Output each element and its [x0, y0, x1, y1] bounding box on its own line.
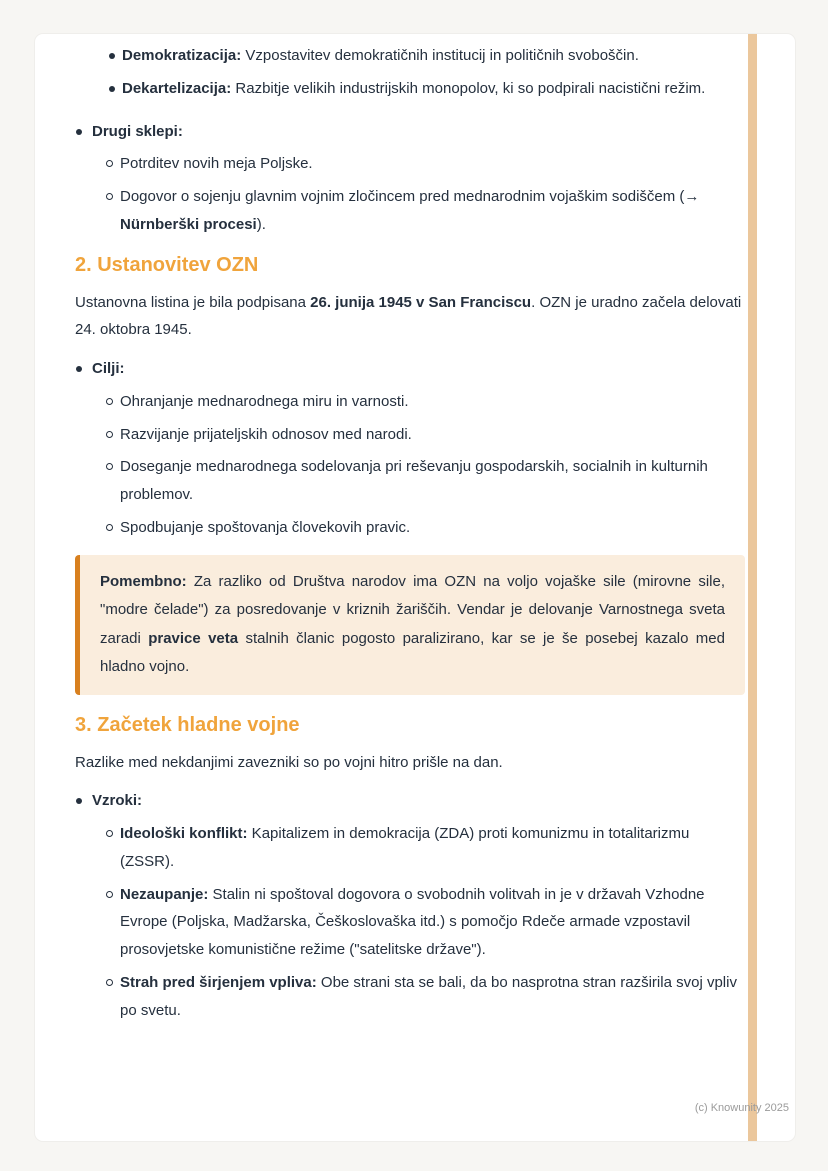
- list-item: [108, 75, 745, 103]
- callout-body: Za razliko od Društva narodov ima OZN na voljo vojaške sile (mirovne sile, "modre čelade") za posredovanje v kriznih žariščih. Vendar je delovanje Varnostnega sveta zaradi: [100, 572, 725, 647]
- document-content: [35, 34, 795, 1047]
- list-item: [106, 820, 745, 876]
- term-label: Strah pred širjenjem vpliva:: [120, 973, 317, 991]
- callout-label: Pomembno:: [100, 572, 187, 590]
- list-item: [106, 514, 745, 542]
- item-text: Doseganje mednarodnega sodelovanja pri reševanju gospodarskih, socialnih in kulturnih problemov.: [120, 458, 708, 503]
- item-text: ).: [256, 215, 266, 233]
- list-item: [106, 183, 745, 239]
- item-text: Stalin ni spoštoval dogovora o svobodnih volitvah in je v državah Vzhodne Evrope (Poljska, Madžarska, Češkoslovaška itd.) s pomočjo Rdeče armade vzpostavil prosovjetske komunistične režime ("satelitske države").: [120, 885, 705, 958]
- item-text: Razbitje velikih industrijskih monopolov, ki so podpirali nacistični režim.: [231, 79, 706, 97]
- cilji-sublist: [106, 388, 745, 542]
- item-text: Vzpostavitev demokratičnih institucij in političnih svoboščin.: [241, 47, 639, 64]
- callout-emphasis: pravice veta: [148, 629, 239, 647]
- list-label: Cilji:: [92, 360, 125, 377]
- list-item: [106, 453, 745, 509]
- list-item: [108, 42, 745, 70]
- list-label: Drugi sklepi:: [92, 122, 183, 140]
- list-item: [75, 355, 745, 542]
- list-item: [106, 969, 745, 1025]
- drugi-sklepi-list: [75, 118, 745, 239]
- callout-body: stalnih članic pogosto paralizirano, kar se je še posebej kazalo med hladno vojno.: [100, 629, 725, 675]
- item-text: Potrditev novih meja Poljske.: [120, 155, 313, 173]
- drugi-sklepi-sublist: [106, 150, 745, 238]
- document-page: [35, 34, 795, 1141]
- list-item: [106, 421, 745, 449]
- cilji-list: [75, 355, 745, 542]
- paragraph-ozn: [75, 289, 745, 345]
- highlighted-date: 26. junija 1945 v San Franciscu: [310, 293, 532, 311]
- potsdam-points-list: [108, 42, 745, 103]
- list-item: [75, 787, 745, 1024]
- section-heading-ozn: 2. Ustanovitev OZN: [75, 253, 259, 276]
- list-item: [106, 881, 745, 964]
- callout-text: [100, 568, 725, 682]
- item-text: Ohranjanje mednarodnega miru in varnosti.: [120, 392, 409, 410]
- vzroki-list: [75, 787, 745, 1024]
- item-text: Obe strani sta se bali, da bo nasprotna stran razširila svoj vpliv po svetu.: [120, 973, 737, 1019]
- item-text: Kapitalizem in demokracija (ZDA) proti komunizmu in totalitarizmu (ZSSR).: [120, 825, 690, 870]
- item-text: Dogovor o sojenju glavnim vojnim zločincem pred mednarodnim vojaškim sodiščem (→: [120, 188, 700, 205]
- paragraph-text: . OZN je uradno začela delovati 24. oktobra 1945.: [75, 293, 742, 339]
- item-text: Razvijanje prijateljskih odnosov med narodi.: [120, 425, 412, 443]
- list-label: Vzroki:: [92, 792, 143, 810]
- paragraph-text: Ustanovna listina je bila podpisana: [75, 293, 311, 311]
- term-label: Nürnberški procesi: [120, 215, 257, 233]
- list-item: [106, 150, 745, 178]
- vzroki-sublist: [106, 820, 745, 1024]
- item-text: Spodbujanje spoštovanja človekovih pravic.: [120, 518, 411, 536]
- term-label: Dekartelizacija:: [122, 79, 232, 97]
- paragraph-hladna-vojna: Razlike med nekdanjimi zavezniki so po vojni hitro prišle na dan.: [75, 753, 503, 771]
- section-heading-hladna-vojna: 3. Začetek hladne vojne: [75, 713, 300, 736]
- term-label: Demokratizacija:: [122, 47, 242, 64]
- important-callout: [75, 555, 745, 695]
- term-label: Ideološki konflikt:: [120, 825, 248, 842]
- list-item: [75, 118, 745, 239]
- term-label: Nezaupanje:: [120, 885, 209, 903]
- list-item: [106, 388, 745, 416]
- watermark: (c) Knowunity 2025: [694, 1102, 789, 1114]
